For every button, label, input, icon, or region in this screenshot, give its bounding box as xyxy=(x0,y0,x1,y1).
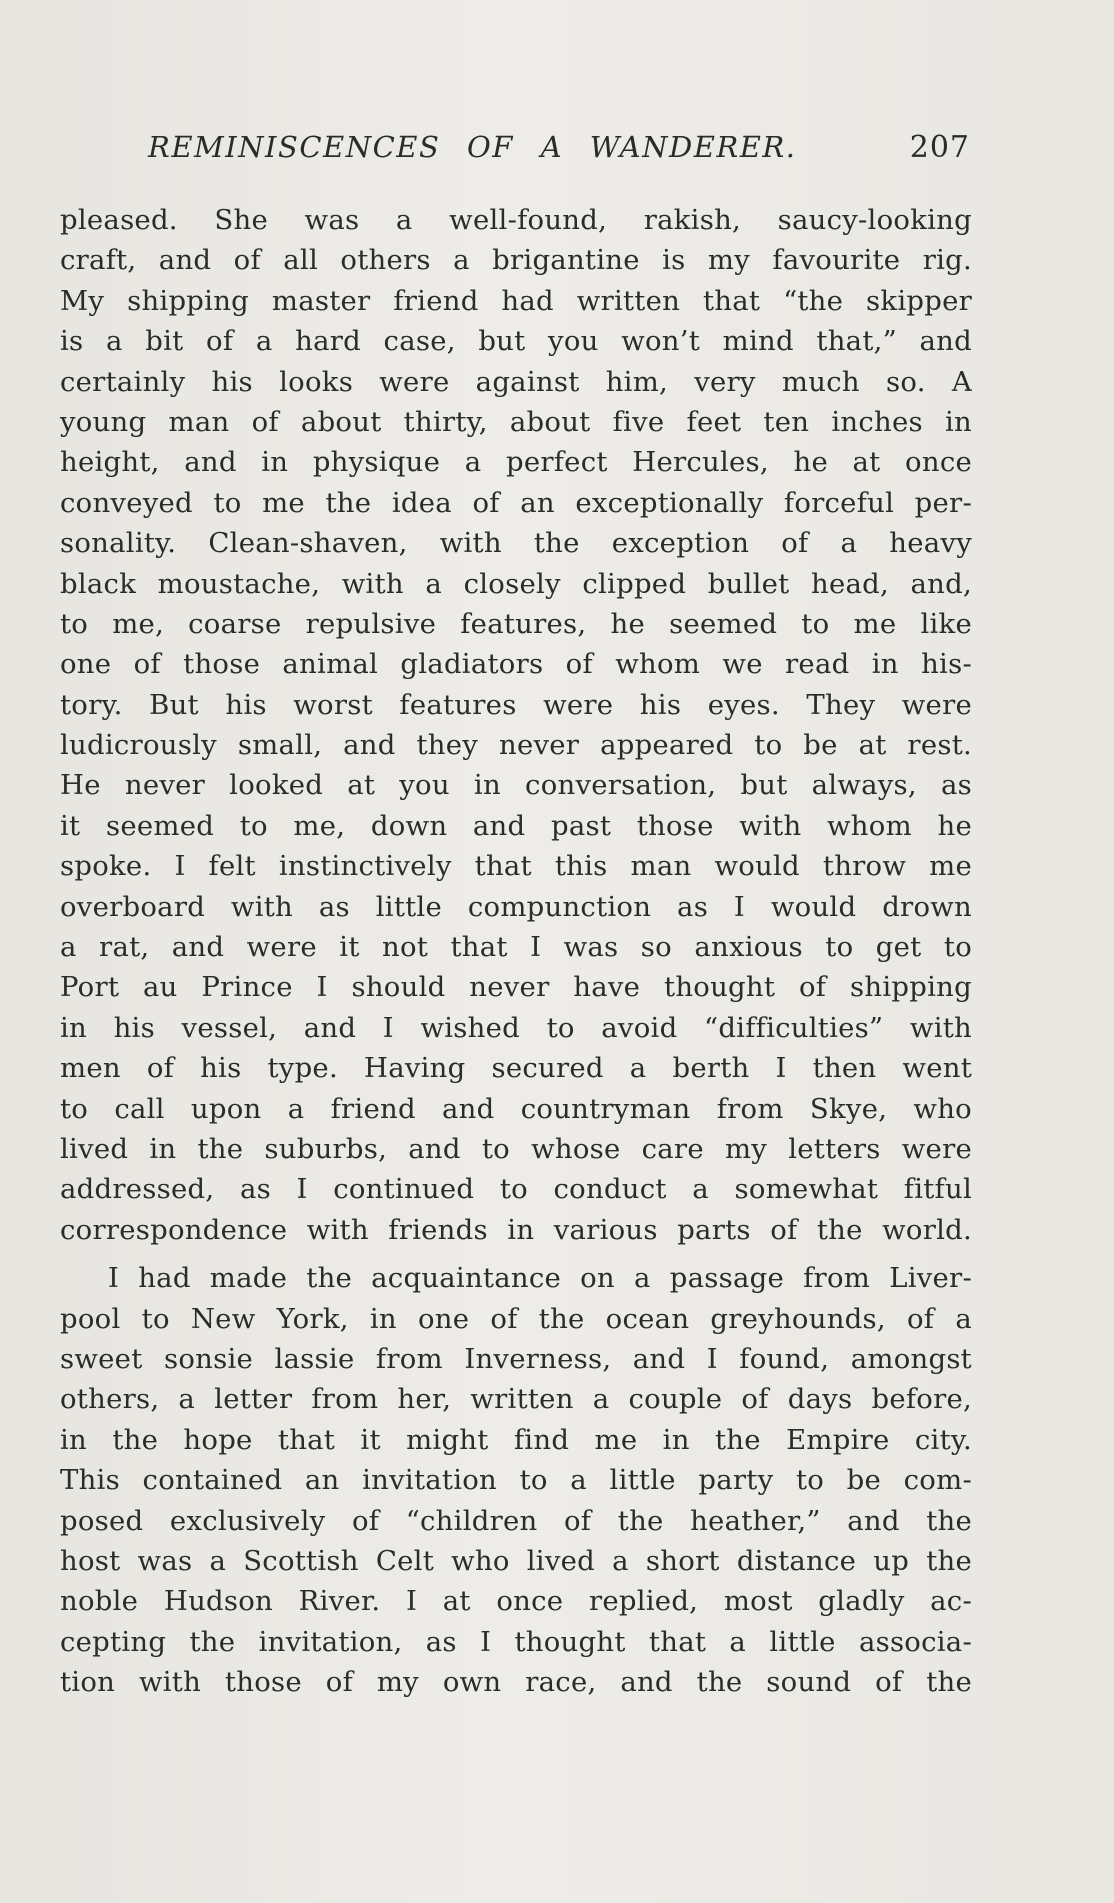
text-line: tory. But his worst features were his eyes. They were xyxy=(60,688,972,721)
text-line: posed exclusively of “children of the heather,” and the xyxy=(60,1504,972,1537)
text-line: host was a Scottish Celt who lived a short distance up the xyxy=(60,1544,972,1577)
text-line: a rat, and were it not that I was so anxious to get to xyxy=(60,931,972,964)
text-line: young man of about thirty, about five feet ten inches in xyxy=(60,405,972,438)
text-line: men of his type. Having secured a berth I then went xyxy=(60,1052,972,1085)
text-line: it seemed to me, down and past those with whom he xyxy=(60,809,972,842)
text-line: one of those animal gladiators of whom we read in his- xyxy=(60,648,972,681)
text-line: overboard with as little compunction as I would drown xyxy=(60,890,972,923)
text-line: certainly his looks were against him, very much so. A xyxy=(60,365,972,398)
text-line: lived in the suburbs, and to whose care my letters were xyxy=(60,1132,972,1165)
text-line: tion with those of my own race, and the sound of the xyxy=(60,1666,972,1699)
text-line: height, and in physique a perfect Hercules, he at once xyxy=(60,446,972,479)
text-line: My shipping master friend had written that “the skipper xyxy=(60,284,972,317)
paragraph xyxy=(60,200,972,1250)
body-text xyxy=(60,200,972,1702)
text-line: He never looked at you in conversation, but always, as xyxy=(60,769,972,802)
text-line: to call upon a friend and countryman from Skye, who xyxy=(60,1092,972,1125)
text-line: conveyed to me the idea of an exceptionally forceful per- xyxy=(60,486,972,519)
text-line: I had made the acquaintance on a passage from Liver- xyxy=(108,1262,972,1295)
text-line: sweet sonsie lassie from Inverness, and I found, amongst xyxy=(60,1342,972,1375)
text-line: This contained an invitation to a little party to be com- xyxy=(60,1464,972,1497)
text-line: spoke. I felt instinctively that this man would throw me xyxy=(60,850,972,883)
text-line: pleased. She was a well-found, rakish, saucy-looking xyxy=(60,204,972,236)
text-line: addressed, as I continued to conduct a somewhat fitful xyxy=(60,1173,972,1206)
text-line: black moustache, with a closely clipped bullet head, and, xyxy=(60,567,972,600)
text-line: noble Hudson River. I at once replied, most gladly ac- xyxy=(60,1585,972,1618)
text-line: correspondence with friends in various parts of the world. xyxy=(60,1213,972,1246)
text-line: Port au Prince I should never have thought of shipping xyxy=(60,971,972,1004)
text-line: in the hope that it might find me in the Empire city. xyxy=(60,1423,972,1456)
text-line: sonality. Clean-shaven, with the exception of a heavy xyxy=(60,527,972,560)
text-line: to me, coarse repulsive features, he seemed to me like xyxy=(60,607,972,640)
text-line: in his vessel, and I wished to avoid “difficulties” with xyxy=(60,1011,972,1044)
text-line: ludicrously small, and they never appeared to be at rest. xyxy=(60,729,972,762)
text-line: craft, and of all others a brigantine is my favourite rig. xyxy=(60,244,972,277)
paragraph xyxy=(60,1258,972,1702)
text-line: is a bit of a hard case, but you won’t mind that,” and xyxy=(60,325,972,358)
running-head xyxy=(60,126,970,172)
page-number: 207 xyxy=(909,130,970,165)
running-head-title: REMINISCENCES OF A WANDERER. xyxy=(148,130,797,164)
text-line: pool to New York, in one of the ocean greyhounds, of a xyxy=(60,1302,972,1335)
text-line: others, a letter from her, written a couple of days before, xyxy=(60,1383,972,1416)
text-line: cepting the invitation, as I thought that a little associa- xyxy=(60,1625,972,1658)
